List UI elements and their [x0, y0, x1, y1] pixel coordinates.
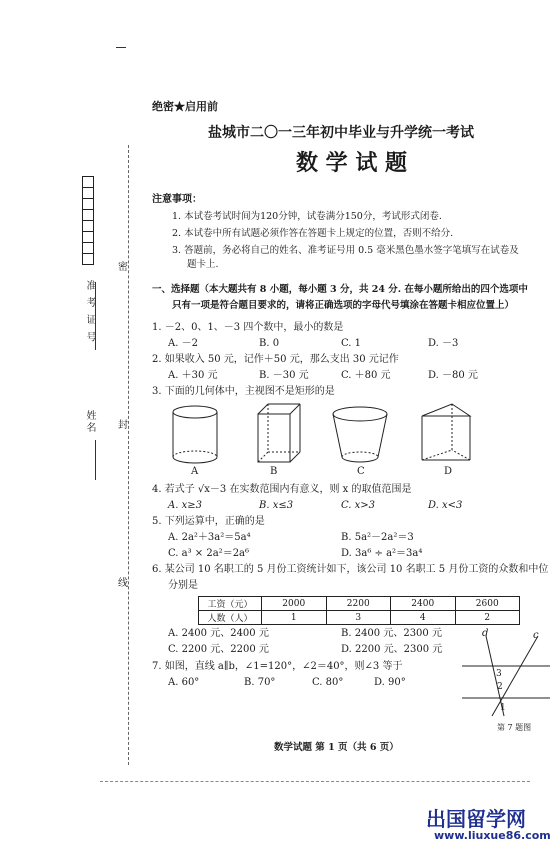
q1-option-a: A. －2	[168, 338, 198, 349]
q3-option-a: A	[191, 466, 199, 477]
question-2-stem: 2. 如果收入 50 元，记作＋50 元，那么支出 30 元记作	[152, 354, 399, 365]
q3-solids-figure	[160, 402, 500, 470]
question-5-stem: 5. 下列运算中，正确的是	[152, 516, 265, 527]
fig7-caption: 第 7 题图	[497, 723, 532, 732]
table-cell: 2600	[455, 597, 520, 611]
table-cell: 2000	[262, 597, 327, 611]
q6-option-d: D. 2200 元、2300 元	[341, 644, 443, 655]
notice-item: 1. 本试卷考试时间为120分钟，试卷满分150分，考试形式闭卷.	[172, 211, 442, 222]
cuboid-shape	[258, 404, 300, 462]
q5-option-b: B. 5a²－2a²＝3	[341, 532, 414, 543]
table-row	[199, 597, 520, 611]
question-7-stem: 7. 如图，直线 a∥b，∠1=120°，∠2＝40°，则∠3 等于	[152, 661, 403, 672]
section1-line1: 一、选择题（本大题共有 8 小题，每小题 3 分，共 24 分. 在每小题所给出的四个选项中	[152, 284, 528, 295]
table-cell: 4	[391, 611, 456, 625]
table-cell: 2	[455, 611, 520, 625]
name-line	[95, 440, 96, 480]
q4-option-c: C. x>3	[341, 500, 376, 511]
cylinder-shape	[173, 406, 217, 463]
seal-line	[128, 145, 129, 765]
seal-char-mi: 密	[118, 262, 128, 273]
name-label: 姓名	[84, 410, 95, 434]
q7-option-c: C. 80°	[312, 677, 344, 688]
notice-item: 题卡上.	[187, 259, 219, 270]
seal-char-feng: 封	[118, 420, 128, 431]
table-row	[199, 611, 520, 625]
fig7-angle-1: 1	[500, 703, 506, 713]
table-cell: 1	[262, 611, 327, 625]
q2-option-b: B. －30 元	[259, 370, 309, 381]
subject-title: 数 学 试 题	[296, 150, 407, 176]
q6-option-c: C. 2200 元、2200 元	[168, 644, 269, 655]
q1-option-d: D. －3	[428, 338, 459, 349]
prism-shape	[422, 404, 470, 460]
q4-option-d: D. x<3	[428, 500, 463, 511]
question-6-stem-cont: 分别是	[168, 580, 198, 591]
frustum-shape	[333, 407, 387, 462]
watermark-url: www.liuxue86.com	[434, 829, 551, 842]
seal-char-xian: 线	[118, 578, 128, 589]
exam-title: 盐城市二〇一三年初中毕业与升学统一考试	[208, 125, 474, 141]
fig7-angle-3: 3	[496, 669, 502, 679]
top-mark	[116, 47, 126, 48]
q5-option-c: C. a³ × 2a²＝2a⁶	[168, 548, 250, 559]
question-4-stem: 4. 若式子 √x－3 在实数范围内有意义，则 x 的取值范围是	[152, 484, 412, 495]
q1-option-c: C. 1	[341, 338, 362, 349]
watermark-name: 出国留学网	[426, 807, 526, 831]
section1-line2: 只有一项是符合题目要求的，请将正确选项的字母代号填涂在答题卡相应位置上）	[172, 300, 515, 311]
q4-option-a: A. x≥3	[168, 500, 202, 511]
fig7-angle-2: 2	[497, 682, 503, 692]
fig7-label-d: d	[482, 628, 489, 639]
question-6-stem: 6. 某公司 10 名职工的 5 月份工资统计如下，该公司 10 名职工 5 月份工资的众数和中位	[152, 564, 549, 575]
q3-option-c: C	[357, 466, 365, 477]
q2-option-a: A. ＋30 元	[168, 370, 218, 381]
q7-option-d: D. 90°	[374, 677, 406, 688]
table-header-cell: 工资（元）	[199, 597, 262, 611]
q6-option-b: B. 2400 元、2300 元	[341, 628, 442, 639]
notice-item: 2. 本试卷中所有试题必须作答在答题卡上规定的位置，否则不给分.	[172, 228, 454, 239]
q2-option-c: C. ＋80 元	[341, 370, 391, 381]
table-cell: 3	[326, 611, 391, 625]
seat-number-label: 准 考 证 号	[84, 280, 95, 344]
q5-option-d: D. 3a⁶ ÷ a²＝3a⁴	[341, 548, 423, 559]
q3-option-b: B	[270, 466, 278, 477]
question-1-stem: 1. －2、0、1、－3 四个数中，最小的数是	[152, 322, 344, 333]
q1-option-b: B. 0	[259, 338, 280, 349]
q2-option-d: D. －80 元	[428, 370, 478, 381]
q6-option-a: A. 2400 元、2400 元	[168, 628, 269, 639]
secret-label: 绝密★启用前	[152, 100, 218, 113]
wage-table	[198, 596, 520, 625]
table-cell: 2400	[391, 597, 456, 611]
table-cell: 2200	[326, 597, 391, 611]
fig7-label-c: c	[533, 630, 539, 641]
footer-rule	[100, 781, 530, 782]
q5-option-a: A. 2a²＋3a²＝5a⁴	[168, 532, 251, 543]
notice-heading: 注意事项：	[152, 194, 202, 205]
q4-option-b: B. x≤3	[259, 500, 294, 511]
notice-item: 3. 答题前，务必将自己的姓名、准考证号用 0.5 毫米黑色墨水签字笔填写在试卷及	[172, 245, 519, 256]
seat-number-line	[95, 282, 96, 350]
q7-option-a: A. 60°	[168, 677, 200, 688]
table-header-cell: 人数（人）	[199, 611, 262, 625]
q7-option-b: B. 70°	[244, 677, 276, 688]
question-3-stem: 3. 下面的几何体中，主视图不是矩形的是	[152, 386, 335, 397]
q3-option-d: D	[444, 466, 453, 477]
page-footer: 数学试题 第 1 页（共 6 页）	[274, 742, 399, 753]
q7-figure	[458, 628, 554, 720]
